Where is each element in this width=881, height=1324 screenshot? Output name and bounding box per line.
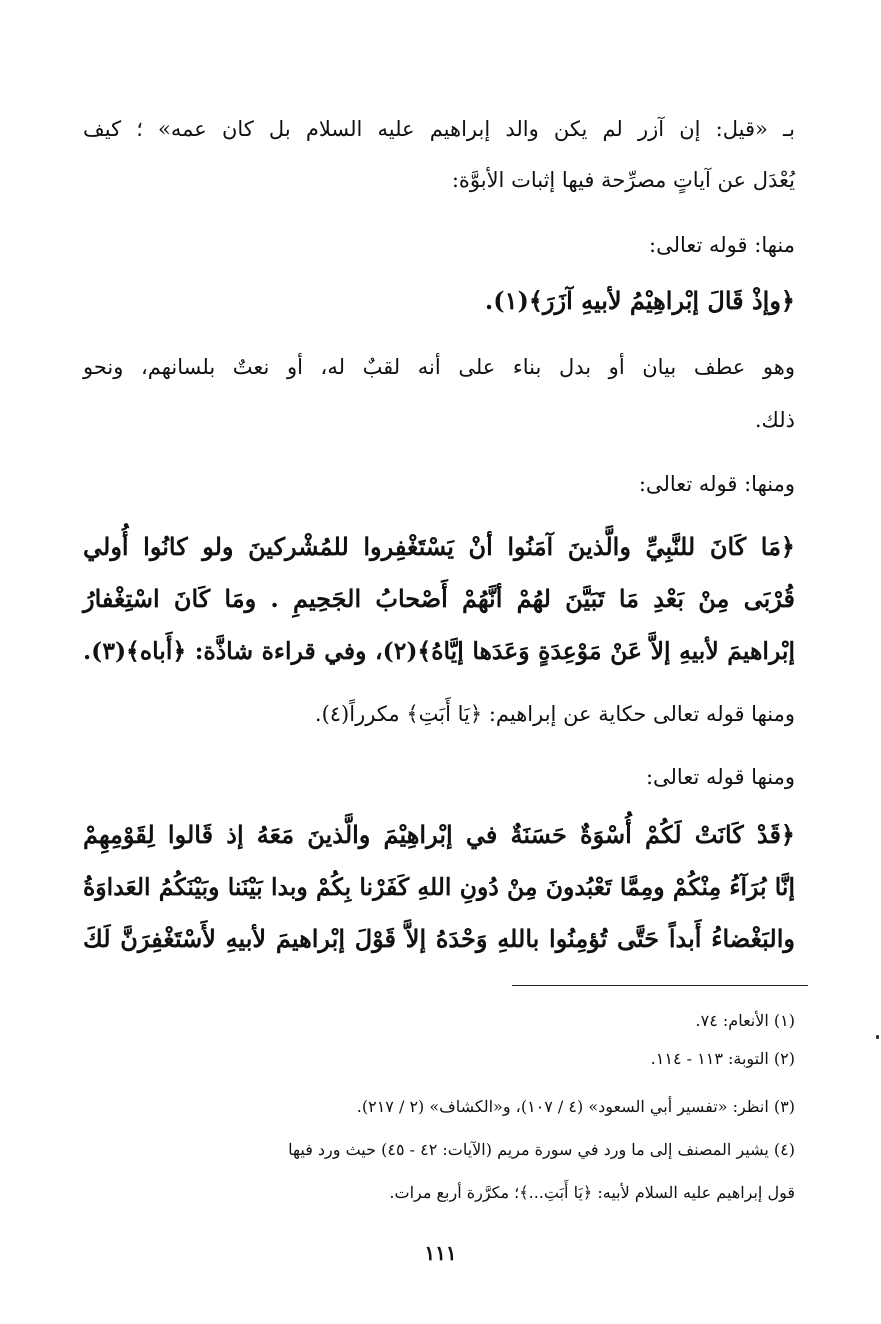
scan-speck <box>876 1035 879 1039</box>
body-line-6: ذلك. <box>754 408 795 432</box>
page-number: ١١١ <box>424 1241 457 1265</box>
quran-verse-line-1: ﴿وإذْ قَالَ إبْراهِيْمُ لأبيهِ آزَرَ﴾(١). <box>484 286 795 315</box>
quran-verse-line-7: والبَغْضاءُ أَبداً حَتَّى تُؤمِنُوا باللهِ وَحْدَهُ إلاَّ قَوْلَ إبْراهيمَ لأبيهِ لأَسْتَغْفِرَنَّ لَكَ <box>83 924 795 953</box>
quran-verse-line-6: إنَّا بُرَآءُ مِنْكُمْ ومِمَّا تَعْبُدونَ مِنْ دُونِ اللهِ كَفَرْنا بِكُمْ وبدا بَيْنَنا وبَيْنَكُمُ العَداوَةُ <box>83 873 795 901</box>
footnote-divider <box>512 985 808 986</box>
body-line-12: ومنها قوله تعالى: <box>645 765 795 789</box>
quran-verse-line-2: ﴿مَا كَانَ للنَّبِيِّ والَّذينَ آمَنُوا أنْ يَسْتَغْفِروا للمُشْركينَ ولو كانُوا أُولي <box>83 532 795 561</box>
quran-verse-line-3: قُرْبَى مِنْ بَعْدِ مَا تَبَيَّنَ لهُمْ أنَّهُمْ أَصْحابُ الجَحِيمِ . ومَا كَانَ اسْتِغْفارُ <box>83 584 795 613</box>
quran-verse-line-5: ﴿قَدْ كَانَتْ لَكُمْ أُسْوَةٌ حَسَنَةٌ في إبْراهِيْمَ والَّذينَ مَعَهُ إذ قَالوا لِقَوْمِهِمْ <box>83 820 795 849</box>
body-line-5: وهو عطف بيان أو بدل بناء على أنه لقبٌ له، أو نعتٌ بلسانهم، ونحو <box>83 355 795 379</box>
body-line-2: يُعْدَل عن آياتٍ مصرِّحة فيها إثبات الأبوَّة: <box>451 168 795 192</box>
body-line-11: ومنها قوله تعالى حكاية عن إبراهيم: ﴿يَا أَبَتِ﴾ مكرراً(٤). <box>314 702 795 726</box>
footnote-1: (١) الأنعام: ٧٤. <box>695 1011 795 1030</box>
footnote-4-continued: قول إبراهيم عليه السلام لأبيه: ﴿يَا أَبَتِ...﴾؛ مكرَّرة أربع مرات. <box>389 1183 795 1202</box>
body-line-3: منها: قوله تعالى: <box>649 233 795 257</box>
footnote-3: (٣) انظر: «تفسير أبي السعود» (٤ / ١٠٧)، و«الكشاف» (٢ / ٢١٧). <box>356 1097 795 1116</box>
footnote-2: (٢) التوبة: ١١٣ - ١١٤. <box>650 1049 795 1068</box>
quran-verse-line-4: إبْراهيمَ لأبيهِ إلاَّ عَنْ مَوْعِدَةٍ وَعَدَها إيَّاهُ﴾(٢)، وفي قراءة شاذَّة: ﴿أَباه﴾(٣). <box>83 637 795 665</box>
footnote-4: (٤) يشير المصنف إلى ما ورد في سورة مريم (الآيات: ٤٢ - ٤٥) حيث ورد فيها <box>288 1140 795 1159</box>
body-line-7: ومنها: قوله تعالى: <box>638 472 795 496</box>
body-line-1: بـ «قيل: إن آزر لم يكن والد إبراهيم عليه السلام بل كان عمه» ؛ كيف <box>83 117 795 141</box>
